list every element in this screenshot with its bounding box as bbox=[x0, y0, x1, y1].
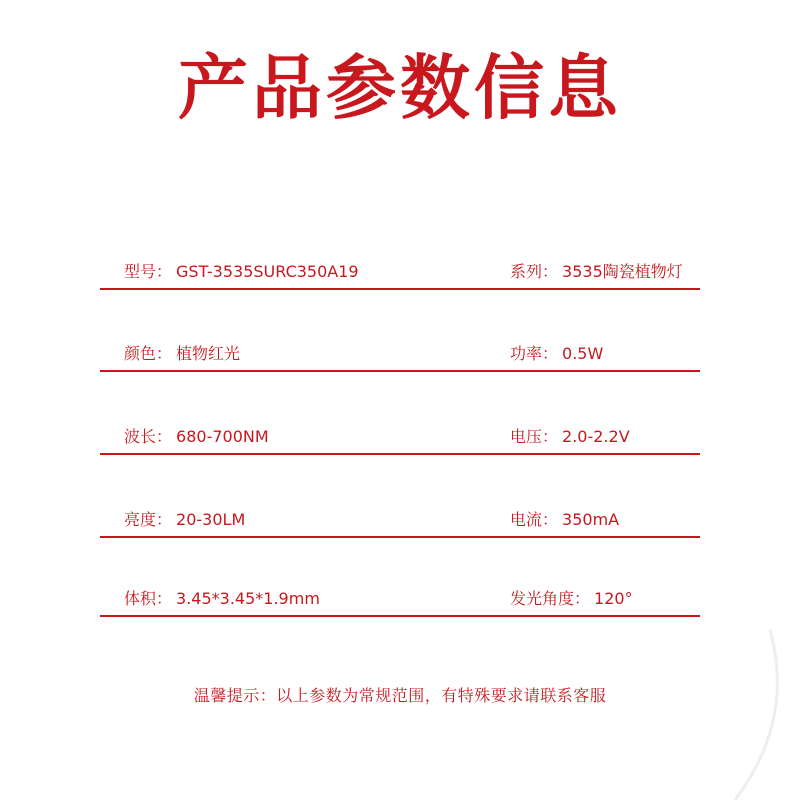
param-label-series: 系列 bbox=[510, 262, 543, 281]
param-separator: ： bbox=[156, 344, 173, 363]
param-row-brightness-current bbox=[100, 506, 700, 538]
param-power bbox=[510, 340, 603, 368]
param-separator: ： bbox=[542, 510, 559, 529]
param-value-voltage: 2.0-2.2V bbox=[562, 427, 630, 446]
param-color bbox=[124, 340, 240, 368]
param-label-wavelength: 波长 bbox=[124, 427, 157, 446]
param-label-size: 体积 bbox=[124, 589, 157, 608]
page-title: 产品参数信息 bbox=[178, 47, 622, 129]
param-label-voltage: 电压 bbox=[510, 427, 543, 446]
param-separator: ： bbox=[574, 589, 591, 608]
param-row-model-series bbox=[100, 258, 700, 290]
param-wavelength bbox=[124, 423, 269, 451]
param-series bbox=[510, 258, 683, 286]
param-separator: ： bbox=[542, 344, 559, 363]
param-value-angle: 120° bbox=[594, 589, 633, 608]
param-separator: ： bbox=[156, 262, 173, 281]
param-value-size: 3.45*3.45*1.9mm bbox=[176, 589, 320, 608]
param-angle bbox=[510, 585, 633, 613]
param-model bbox=[124, 258, 359, 286]
param-separator: ： bbox=[542, 427, 559, 446]
param-label-angle: 发光角度 bbox=[510, 589, 575, 608]
param-current bbox=[510, 506, 619, 534]
param-row-wavelength-voltage bbox=[100, 423, 700, 455]
param-row-color-power bbox=[100, 340, 700, 372]
param-value-color: 植物红光 bbox=[176, 344, 241, 363]
param-value-current: 350mA bbox=[562, 510, 620, 529]
param-separator: ： bbox=[156, 427, 173, 446]
param-brightness bbox=[124, 506, 245, 534]
footer-note: 温馨提示：以上参数为常规范围，有特殊要求请联系客服 bbox=[193, 686, 607, 705]
param-value-brightness: 20-30LM bbox=[176, 510, 246, 529]
param-separator: ： bbox=[542, 262, 559, 281]
param-value-model: GST-3535SURC350A19 bbox=[176, 262, 359, 281]
param-label-model: 型号 bbox=[124, 262, 157, 281]
param-label-power: 功率 bbox=[510, 344, 543, 363]
param-label-brightness: 亮度 bbox=[124, 510, 157, 529]
param-voltage bbox=[510, 423, 630, 451]
param-label-color: 颜色 bbox=[124, 344, 157, 363]
param-row-size-angle bbox=[100, 585, 700, 617]
param-size bbox=[124, 585, 320, 613]
param-separator: ： bbox=[156, 510, 173, 529]
param-separator: ： bbox=[156, 589, 173, 608]
param-value-wavelength: 680-700NM bbox=[176, 427, 269, 446]
param-label-current: 电流 bbox=[510, 510, 543, 529]
param-value-power: 0.5W bbox=[562, 344, 604, 363]
param-value-series: 3535陶瓷植物灯 bbox=[562, 262, 683, 281]
